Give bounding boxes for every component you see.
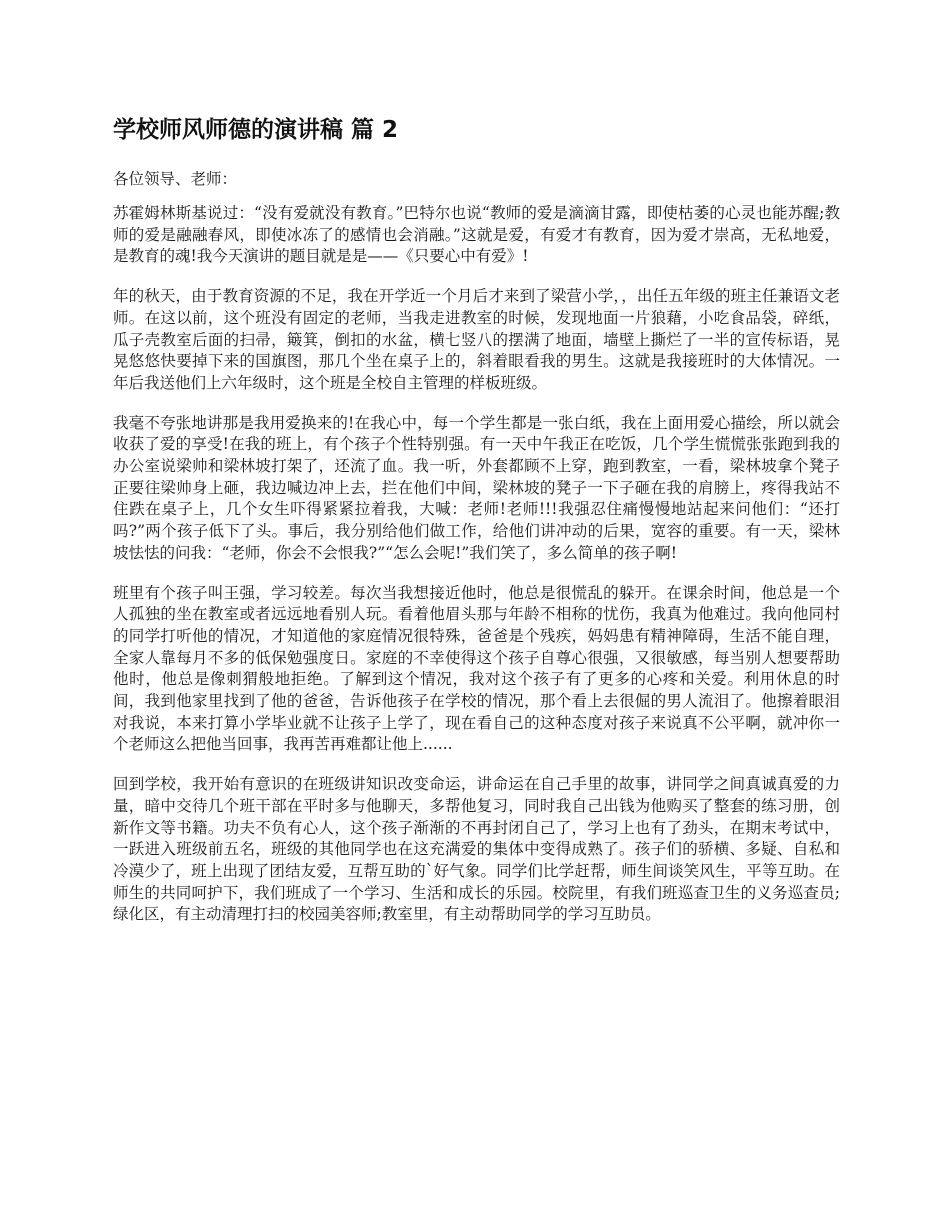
paragraph-1: 苏霍姆林斯基说过：“没有爱就没有教育。”巴特尔也说“教师的爱是滴滴甘露，即使枯萎的心灵也能苏醒;教师的爱是融融春风，即使冰冻了的感情也会消融。”这就是爱，有爱才有教育，因为爱才崇高，无私地爱，是教育的魂!我今天演讲的题目就是是——《只要心中有爱》! bbox=[113, 204, 840, 266]
paragraph-4: 班里有个孩子叫王强，学习较差。每次当我想接近他时，他总是很慌乱的躲开。在课余时间，他总是一个人孤独的坐在教室或者远远地看别人玩。看着他眉头那与年龄不相称的忧伤，我真为他难过。我向他同村的同学打听他的情况，才知道他的家庭情况很特殊，爸爸是个残疾，妈妈患有精神障碍，生活不能自理，全家人靠每月不多的低保勉强度日。家庭的不幸使得这个孩子自尊心很强，又很敏感，每当别人想要帮助他时，他总是像刺猬般地拒绝。了解到这个情况，我对这个孩子有了更多的心疼和关爱。利用休息的时间，我到他家里找到了他的爸爸，告诉他孩子在学校的情况，那个看上去很倔的男人流泪了。他擦着眼泪对我说，本来打算小学毕业就不让孩子上学了，现在看自己的这种态度对孩子来说真不公平啊，就冲你一个老师这么把他当回事，我再苦再难都让他上...... bbox=[113, 583, 840, 754]
paragraph-3: 我毫不夸张地讲那是我用爱换来的!在我心中，每一个学生都是一张白纸，我在上面用爱心描绘，所以就会收获了爱的享受!在我的班上，有个孩子个性特别强。有一天中午我正在吃饭，几个学生慌慌张张跑到我的办公室说梁帅和梁林坡打架了，还流了血。我一听，外套都顾不上穿，跑到教室，一看，梁林坡拿个凳子正要往梁帅身上砸，我边喊边冲上去，拦在他们中间，梁林坡的凳子一下子砸在我的肩膀上，疼得我站不住跌在桌子上，几个女生吓得紧紧拉着我，大喊：老师!老师!!!我强忍住痛慢慢地站起来问他们：“还打吗?”两个孩子低下了头。事后，我分别给他们做工作，给他们讲冲动的后果，宽容的重要。有一天，梁林坡怯怯的问我：“老师，你会不会恨我?”“怎么会呢!”我们笑了，多么简单的孩子啊! bbox=[113, 413, 840, 562]
document-page bbox=[113, 112, 840, 944]
paragraph-5: 回到学校，我开始有意识的在班级讲知识改变命运，讲命运在自己手里的故事，讲同学之间真诚真爱的力量，暗中交待几个班干部在平时多与他聊天，多帮他复习，同时我自己出钱为他购买了整套的练习册，创新作文等书籍。功夫不负有心人，这个孩子渐渐的不再封闭自己了，学习上也有了劲头，在期末考试中，一跃进入班级前五名，班级的其他同学也在这充满爱的集体中变得成熟了。孩子们的骄横、多疑、自私和冷漠少了，班上出现了团结友爱，互帮互助的`好气象。同学们比学赶帮，师生间谈笑风生，平等互助。在师生的共同呵护下，我们班成了一个学习、生活和成长的乐园。校院里，有我们班巡查卫生的义务巡查员;绿化区，有主动清理打扫的校园美容师;教室里，有主动帮助同学的学习互助员。 bbox=[113, 775, 840, 924]
salutation: 各位领导、老师： bbox=[113, 170, 238, 188]
document-title: 学校师风师德的演讲稿 篇 2 bbox=[113, 117, 399, 143]
paragraph-2: 年的秋天，由于教育资源的不足，我在开学近一个月后才来到了梁营小学，，出任五年级的班主任兼语文老师。在这以前，这个班没有固定的老师，当我走进教室的时候，发现地面一片狼藉，小吃食品袋，碎纸，瓜子壳教室后面的扫帚，簸箕，倒扣的水盆，横七竖八的摆满了地面，墙壁上撕烂了一半的宣传标语，晃晃悠悠快要掉下来的国旗图，那几个坐在桌子上的，斜着眼看我的男生。这就是我接班时的大体情况。一年后我送他们上六年级时，这个班是全校自主管理的样板班级。 bbox=[113, 287, 840, 392]
